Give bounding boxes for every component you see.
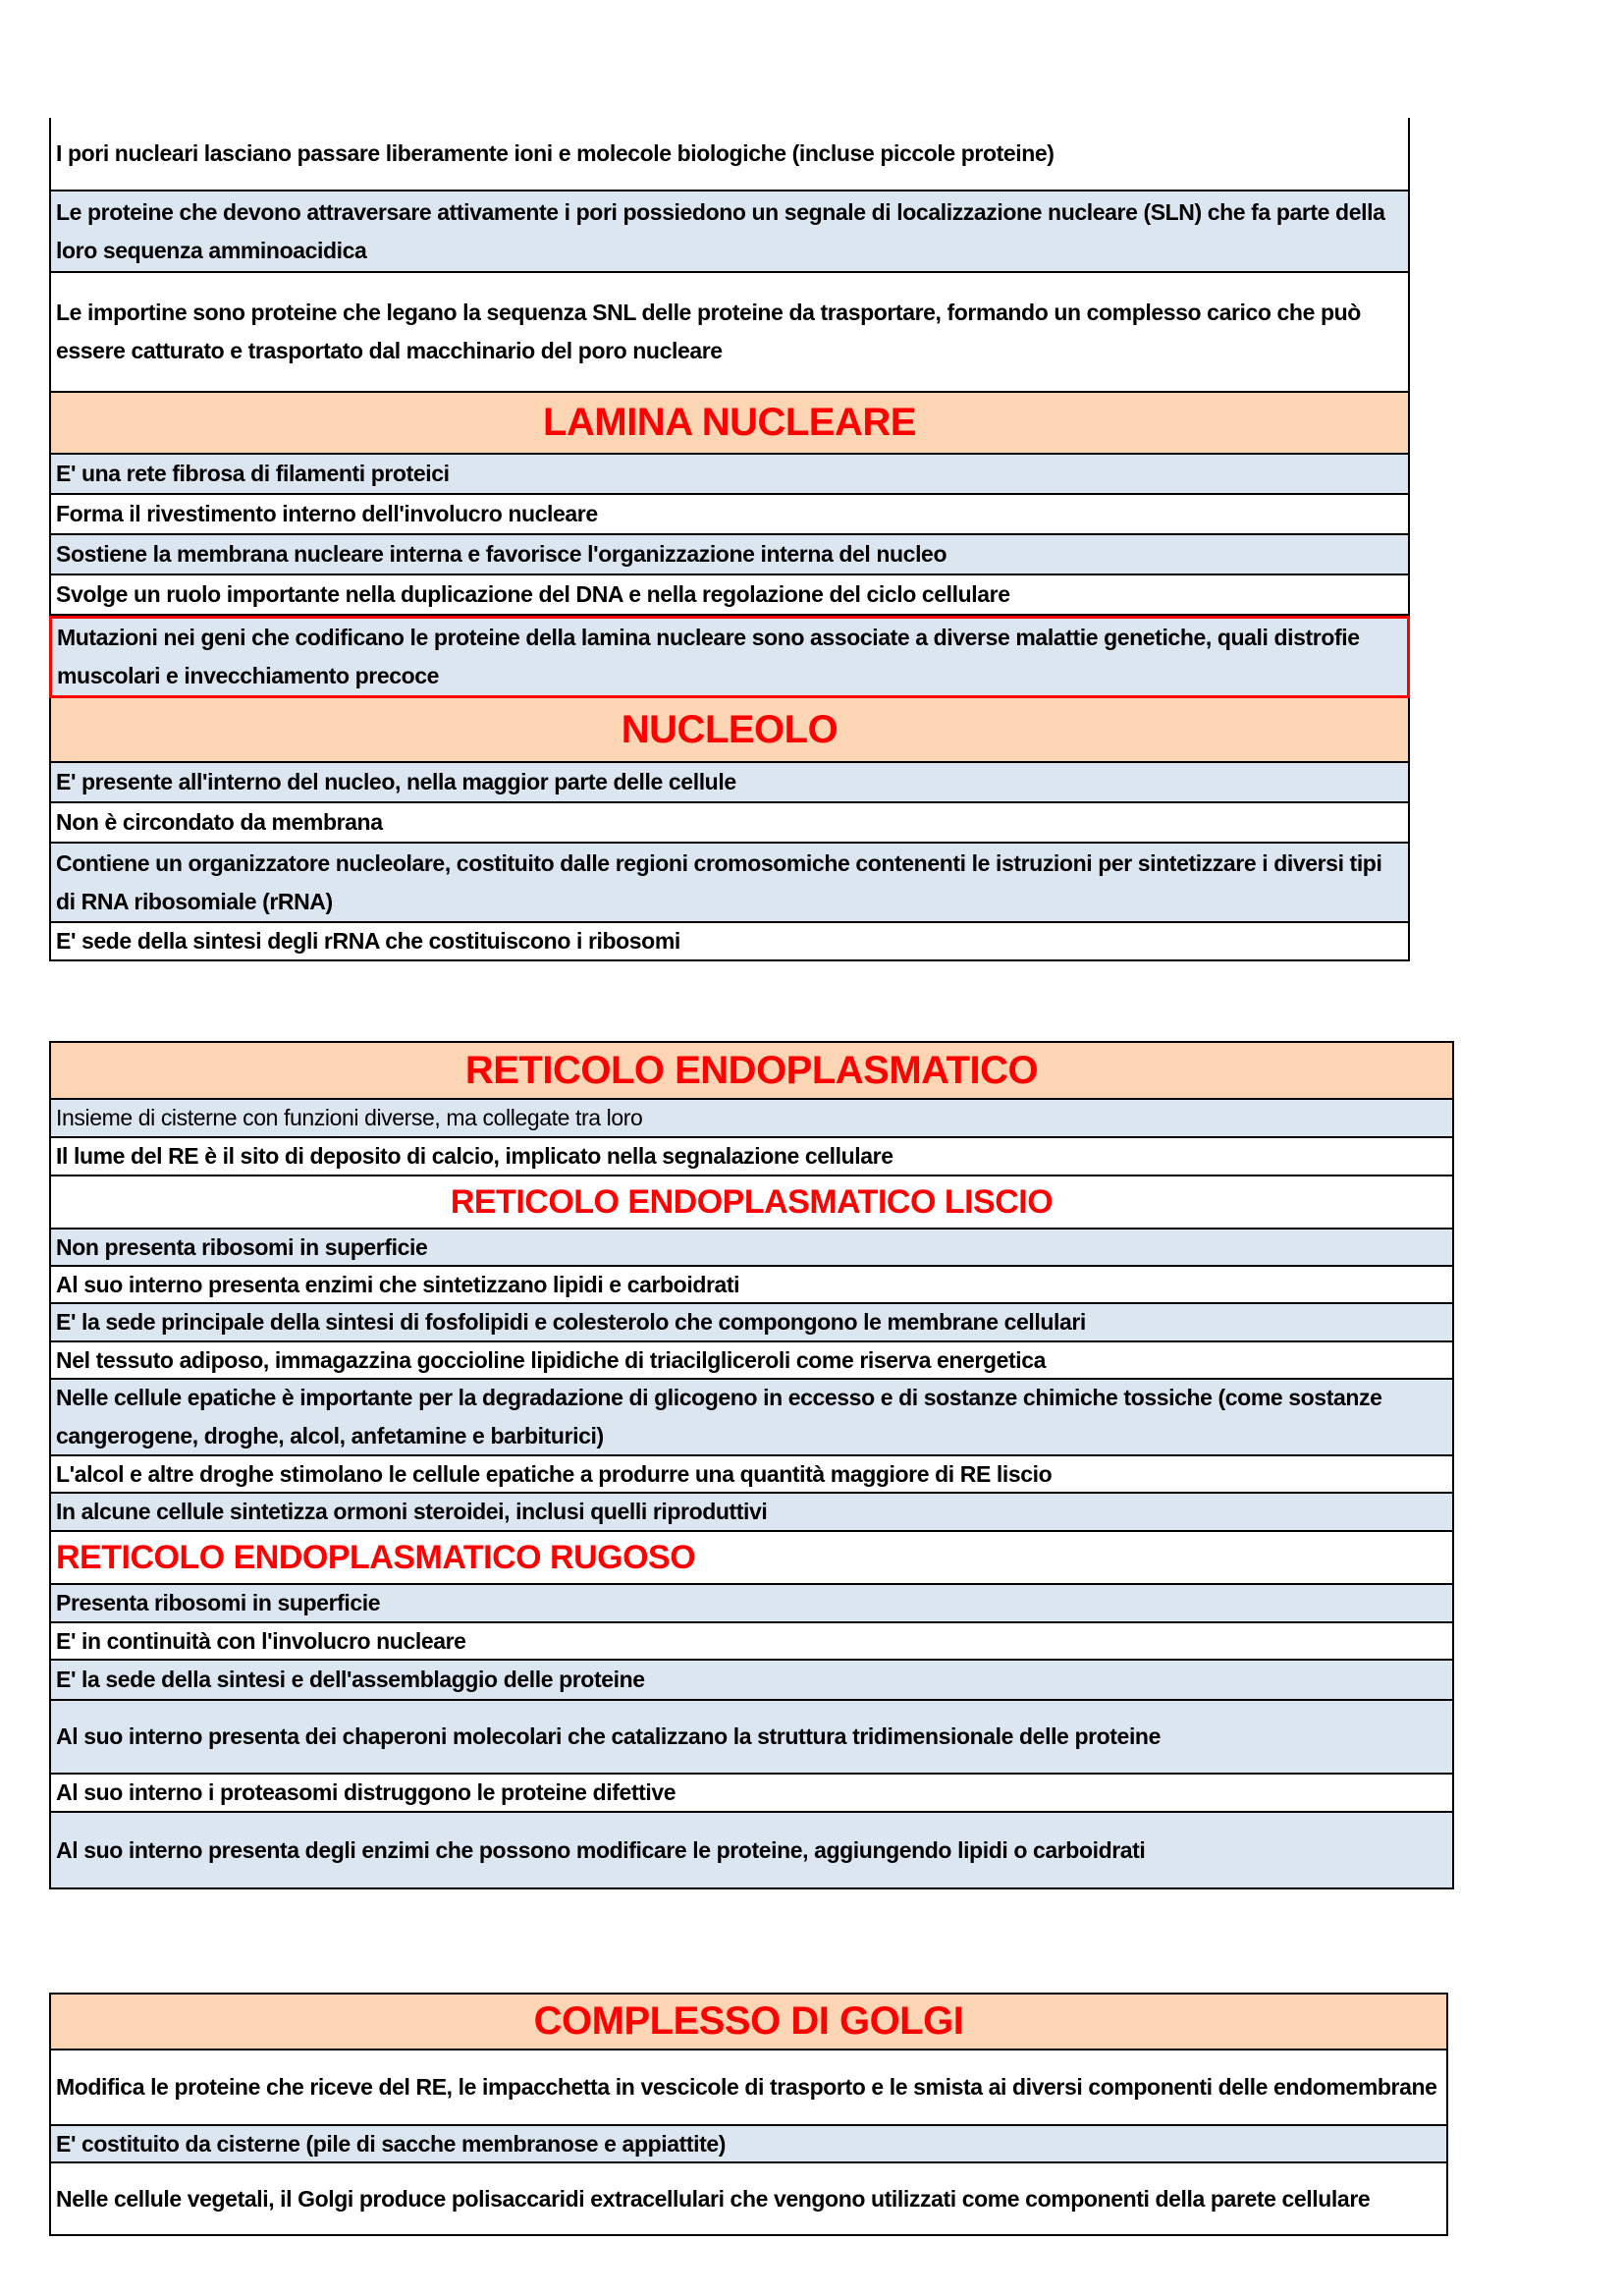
row-text: Svolge un ruolo importante nella duplicazione del DNA e nella regolazione del ciclo cellulare <box>56 581 1010 607</box>
row-text: Le proteine che devono attraversare attivamente i pori possiedono un segnale di localizzazione nucleare (SLN) che fa parte della loro sequenza amminoacidica <box>56 198 1385 263</box>
heading-text: LAMINA NUCLEARE <box>543 401 916 444</box>
row-text: E' in continuità con l'involucro nucleare <box>56 1627 466 1654</box>
table-row <box>49 1813 1454 1889</box>
table-row <box>49 1380 1454 1456</box>
table-row <box>49 575 1410 616</box>
row-text: E' costituito da cisterne (pile di sacche membranose e appiattite) <box>56 2130 727 2157</box>
golgi-table <box>49 1993 1448 2236</box>
endoplasmic-reticulum-table <box>49 1041 1454 1889</box>
section-heading <box>49 1993 1448 2050</box>
table-row <box>49 1623 1454 1661</box>
row-text: Mutazioni nei geni che codificano le proteine della lamina nucleare sono associate a diverse malattie genetiche, quali distrofie muscolari e invecchiamento precoce <box>57 625 1360 688</box>
row-text: Insieme di cisterne con funzioni diverse, ma collegate tra loro <box>56 1105 643 1130</box>
row-text: Nelle cellule vegetali, il Golgi produce polisaccaridi extracellulari che vengono utilizzati come componenti della parete cellulare <box>56 2185 1371 2212</box>
table-row <box>49 803 1410 844</box>
table-row <box>49 495 1410 535</box>
table-row <box>49 1456 1454 1494</box>
table-row <box>49 535 1410 575</box>
row-text: Nel tessuto adiposo, immagazzina goccioline lipidiche di triacilgliceroli come riserva energetica <box>56 1346 1047 1373</box>
row-text: Al suo interno presenta enzimi che sintetizzano lipidi e carboidrati <box>56 1271 740 1297</box>
row-text: Sostiene la membrana nucleare interna e favorisce l'organizzazione interna del nucleo <box>56 541 947 567</box>
heading-text: COMPLESSO DI GOLGI <box>533 1999 964 2043</box>
row-text: I pori nucleari lasciano passare liberamente ioni e molecole biologiche (incluse piccole proteine) <box>56 140 1055 166</box>
table-row <box>49 1267 1454 1304</box>
section-heading <box>49 698 1410 763</box>
table-row <box>49 1138 1454 1176</box>
section-heading <box>49 1532 1454 1585</box>
row-text: Presenta ribosomi in superficie <box>56 1590 381 1615</box>
table-row <box>49 1342 1454 1380</box>
row-text: Modifica le proteine che riceve del RE, le impacchetta in vescicole di trasporto e le smista ai diversi componenti delle endomembrane <box>56 2074 1437 2100</box>
nucleus-table <box>49 118 1410 961</box>
table-row <box>49 191 1410 273</box>
heading-text: RETICOLO ENDOPLASMATICO LISCIO <box>450 1182 1054 1221</box>
row-text: Al suo interno presenta dei chaperoni molecolari che catalizzano la struttura tridimensionale delle proteine <box>56 1723 1161 1749</box>
table-row <box>49 1585 1454 1623</box>
row-text: Non è circondato da membrana <box>56 809 383 835</box>
table-row <box>49 1661 1454 1701</box>
table-row <box>49 1304 1454 1342</box>
row-text: Forma il rivestimento interno dell'involucro nucleare <box>56 501 598 526</box>
row-text: E' la sede della sintesi e dell'assemblaggio delle proteine <box>56 1667 645 1692</box>
row-text: E' sede della sintesi degli rRNA che costituiscono i ribosomi <box>56 928 680 954</box>
table-row <box>49 2163 1448 2236</box>
section-heading <box>49 1041 1454 1100</box>
row-text: Il lume del RE è il sito di deposito di calcio, implicato nella segnalazione cellulare <box>56 1143 893 1169</box>
row-text: E' presente all'interno del nucleo, nella maggior parte delle cellule <box>56 769 736 794</box>
row-text: Al suo interno presenta degli enzimi che possono modificare le proteine, aggiungendo lipidi o carboidrati <box>56 1836 1146 1863</box>
row-text: Contiene un organizzatore nucleolare, costituito dalle regioni cromosomiche contenenti le istruzioni per sintetizzare i diversi tipi di RNA ribosomiale (rRNA) <box>56 849 1382 914</box>
row-text: E' una rete fibrosa di filamenti proteici <box>56 461 450 486</box>
table-row <box>49 616 1410 698</box>
row-text: Non presenta ribosomi in superficie <box>56 1233 428 1260</box>
row-text: In alcune cellule sintetizza ormoni steroidei, inclusi quelli riproduttivi <box>56 1499 768 1524</box>
row-text: Nelle cellule epatiche è importante per la degradazione di glicogeno in eccesso e di sostanze chimiche tossiche (come sostanze cangerogene, droghe, alcol, anfetamine e barbiturici) <box>56 1385 1382 1449</box>
row-text: L'alcol e altre droghe stimolano le cellule epatiche a produrre una quantità maggiore di RE liscio <box>56 1460 1053 1487</box>
section-heading <box>49 393 1410 455</box>
table-row <box>49 763 1410 803</box>
row-text: Le importine sono proteine che legano la sequenza SNL delle proteine da trasportare, formando un complesso carico che può essere catturato e trasportato dal macchinario del poro nucleare <box>56 300 1361 363</box>
table-row <box>49 455 1410 495</box>
table-row <box>49 2126 1448 2163</box>
table-row <box>49 844 1410 923</box>
table-row <box>49 118 1410 191</box>
heading-text: NUCLEOLO <box>621 707 839 751</box>
table-row <box>49 923 1410 961</box>
section-heading <box>49 1176 1454 1230</box>
table-row <box>49 1775 1454 1813</box>
table-row <box>49 1100 1454 1138</box>
row-text: Al suo interno i proteasomi distruggono le proteine difettive <box>56 1779 676 1805</box>
heading-text: RETICOLO ENDOPLASMATICO RUGOSO <box>56 1538 696 1576</box>
table-row <box>49 1230 1454 1267</box>
table-row <box>49 2050 1448 2126</box>
row-text: E' la sede principale della sintesi di fosfolipidi e colesterolo che compongono le membrane cellulari <box>56 1309 1086 1335</box>
heading-text: RETICOLO ENDOPLASMATICO <box>464 1048 1039 1092</box>
table-row <box>49 1701 1454 1775</box>
table-row <box>49 273 1410 393</box>
table-row <box>49 1494 1454 1532</box>
